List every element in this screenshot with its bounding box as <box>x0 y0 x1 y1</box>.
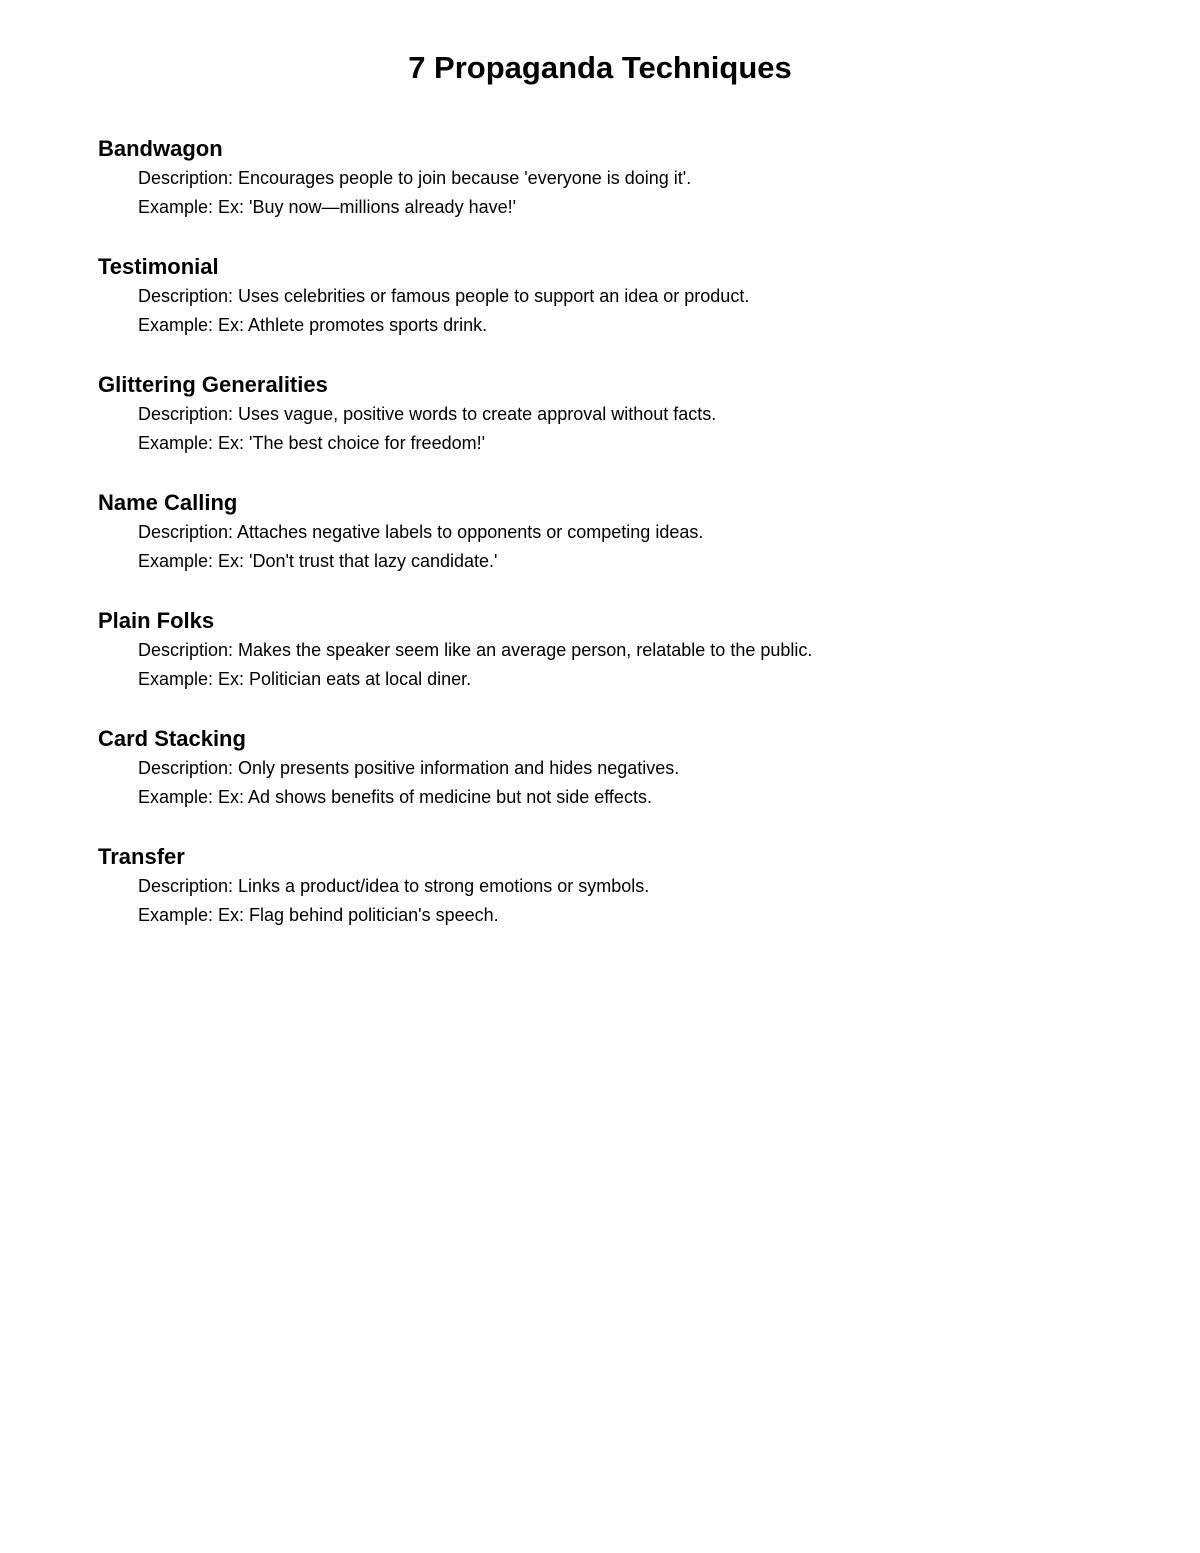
technique-item-plain-folks <box>98 606 1158 724</box>
technique-example: Example: Ex: Politician eats at local diner. <box>138 669 472 689</box>
technique-description: Description: Uses vague, positive words to create approval without facts. <box>138 404 717 424</box>
technique-heading: Card Stacking <box>98 726 246 751</box>
technique-item-testimonial <box>98 252 1158 370</box>
technique-description: Description: Makes the speaker seem like an average person, relatable to the public. <box>138 640 813 660</box>
technique-heading: Bandwagon <box>98 136 223 161</box>
technique-item-transfer <box>98 842 1158 960</box>
technique-example: Example: Ex: Flag behind politician's speech. <box>138 905 499 925</box>
technique-heading: Transfer <box>98 844 185 869</box>
technique-item-name-calling <box>98 488 1158 606</box>
technique-list <box>98 134 1158 960</box>
technique-example: Example: Ex: Athlete promotes sports drink. <box>138 315 488 335</box>
technique-item-bandwagon <box>98 134 1158 252</box>
technique-heading: Testimonial <box>98 254 219 279</box>
technique-heading: Name Calling <box>98 490 238 515</box>
technique-description: Description: Links a product/idea to strong emotions or symbols. <box>138 876 650 896</box>
technique-example: Example: Ex: Ad shows benefits of medicine but not side effects. <box>138 787 652 807</box>
technique-example: Example: Ex: 'The best choice for freedom!' <box>138 433 486 453</box>
technique-item-glittering-generalities <box>98 370 1158 488</box>
technique-item-card-stacking <box>98 724 1158 842</box>
technique-description: Description: Uses celebrities or famous people to support an idea or product. <box>138 286 750 306</box>
page-title: 7 Propaganda Techniques <box>408 50 792 85</box>
technique-example: Example: Ex: 'Don't trust that lazy candidate.' <box>138 551 498 571</box>
technique-description: Description: Encourages people to join because 'everyone is doing it'. <box>138 168 692 188</box>
technique-description: Description: Only presents positive information and hides negatives. <box>138 758 680 778</box>
technique-example: Example: Ex: 'Buy now—millions already have!' <box>138 197 517 217</box>
technique-description: Description: Attaches negative labels to opponents or competing ideas. <box>138 522 704 542</box>
technique-heading: Glittering Generalities <box>98 372 328 397</box>
technique-heading: Plain Folks <box>98 608 215 633</box>
